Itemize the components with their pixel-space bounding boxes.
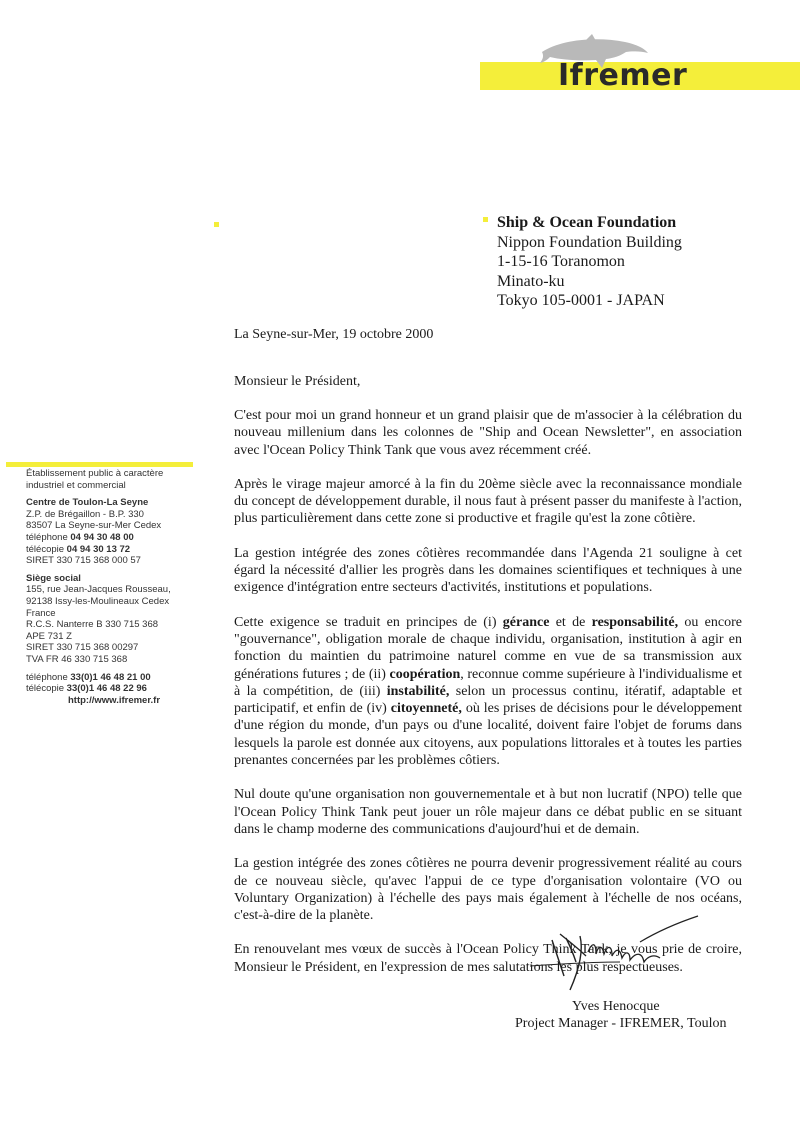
centre-heading: Centre de Toulon-La Seyne xyxy=(26,497,149,509)
body-paragraph xyxy=(234,545,742,597)
phone-label: téléphone xyxy=(26,671,68,683)
recipient-line: Minato-ku xyxy=(497,272,565,290)
ifremer-logo xyxy=(480,34,800,104)
text-run: où les prises de décisions pour le développement d'une région du monde, d'un pays ou d'une localité, doivent faire l'objet de forums dans lesquels la parole est donnée aux citoyens, aux populations littorales et à toutes les parties prenantes concernées par les problèmes côtiers. xyxy=(234,701,742,769)
handwritten-signature xyxy=(530,912,700,992)
signer-title: Project Manager - IFREMER, Toulon xyxy=(515,1016,727,1031)
recipient-address xyxy=(497,213,682,311)
signer-name: Yves Henocque xyxy=(572,999,660,1014)
body-paragraph xyxy=(234,614,742,770)
sidebar-line: APE 731 Z xyxy=(26,630,72,642)
contact-fax xyxy=(26,683,196,695)
sidebar-line: R.C.S. Nanterre B 330 715 368 xyxy=(26,619,159,631)
siege-heading: Siège social xyxy=(26,572,81,584)
body-paragraph xyxy=(234,476,742,528)
sidebar-line: industriel et commercial xyxy=(26,479,126,491)
recipient-name: Ship & Ocean Foundation xyxy=(497,214,677,231)
sidebar-contact xyxy=(26,672,196,707)
body-paragraph xyxy=(234,407,742,459)
recipient-line: 1-15-16 Toranomon xyxy=(497,253,625,270)
centre-phone xyxy=(26,532,196,544)
bold-term: coopération xyxy=(389,666,461,682)
bold-term: instabilité, xyxy=(386,683,450,699)
sidebar-line: 83507 La Seyne-sur-Mer Cedex xyxy=(26,520,162,532)
letter-body xyxy=(234,407,742,993)
sender-sidebar xyxy=(26,468,196,712)
sidebar-line: Établissement public à caractère xyxy=(26,468,164,479)
sidebar-line: 155, rue Jean-Jacques Rousseau, xyxy=(26,584,171,596)
sidebar-centre xyxy=(26,497,196,567)
logo-text: Ifremer xyxy=(558,58,688,93)
text-run: C'est pour moi un grand honneur et un grand plaisir que de m'associer à la célébration du nouveau millenium dans les colonnes de "Ship and Ocean Newsletter", en association avec l'Ocean Policy Think Tank que vous avez récemment créé. xyxy=(234,408,742,458)
bold-term: citoyenneté, xyxy=(390,701,462,717)
body-paragraph xyxy=(234,786,742,838)
letter-date: La Seyne-sur-Mer, 19 octobre 2000 xyxy=(234,327,434,342)
phone-label: téléphone xyxy=(26,531,68,543)
text-run: En renouvelant mes vœux de succès à l'Ocean Policy Think Tank, je vous prie de croire, Monsieur le Président, en l'expression de mes salutations les plus respectueuses. xyxy=(234,942,742,975)
sidebar-yellow-band xyxy=(6,462,193,467)
bold-term: responsabilité, xyxy=(591,614,679,630)
sidebar-line: 92138 Issy-les-Moulineaux Cedex xyxy=(26,595,170,607)
sidebar-siege xyxy=(26,573,196,666)
phone-number: 04 94 30 48 00 xyxy=(70,531,134,543)
recipient-bullet xyxy=(483,217,488,222)
decorative-bullet xyxy=(214,222,219,227)
text-run: et de xyxy=(549,614,592,630)
text-run: Après le virage majeur amorcé à la fin du 20ème siècle avec la reconnaissance mondiale du concept de développement durable, il nous faut à présent passer du manifeste à l'action, plus particulièrement dans cette zone si productive et fragile qu'est la zone côtière. xyxy=(234,476,742,527)
salutation: Monsieur le Président, xyxy=(234,374,361,389)
contact-phone xyxy=(26,672,196,684)
phone-number: 33(0)1 46 48 21 00 xyxy=(70,671,151,683)
sidebar-line: SIRET 330 715 368 00297 xyxy=(26,642,139,654)
sidebar-line: TVA FR 46 330 715 368 xyxy=(26,653,128,665)
text-run: La gestion intégrée des zones côtières recommandée dans l'Agenda 21 souligne à cet égard la nécessité d'allier les progrès dans les domaines scientifiques et techniques à une exigence d'intégration entre secteurs d'activités, institutions et populations. xyxy=(234,545,742,596)
sidebar-line: Z.P. de Brégaillon - B.P. 330 xyxy=(26,508,144,520)
text-run: , reconnue comme supérieure à l'individualisme et à la compétition, de (iii) xyxy=(234,666,742,699)
text-run: Cette exigence se traduit en principes de (i) xyxy=(234,614,503,630)
sidebar-line: France xyxy=(26,607,56,619)
sidebar-intro xyxy=(26,468,196,491)
bold-term: gérance xyxy=(502,614,550,630)
text-run: ou encore "gouvernance", obligation morale de chaque individu, organisation, institution à agir en fonction du maintien du patrimoine naturel comme en vue de sa transmission aux générations futures ; de (ii) xyxy=(234,614,742,682)
centre-fax xyxy=(26,544,196,556)
text-run: La gestion intégrée des zones côtières ne pourra devenir progressivement réalité au cours de ce nouveau siècle, qu'avec l'appui de ce type d'organisation volontaire (VO ou Voluntary Organization) à l'échelle des pays mais également à l'échelle de nos océans, c'est-à-dire de la planète. xyxy=(234,856,742,924)
fax-label: télécopie xyxy=(26,543,65,555)
recipient-line: Nippon Foundation Building xyxy=(497,233,682,251)
website-link[interactable]: http://www.ifremer.fr xyxy=(68,694,161,706)
fax-number: 33(0)1 46 48 22 96 xyxy=(66,683,147,695)
recipient-line: Tokyo 105-0001 - JAPAN xyxy=(497,292,665,309)
centre-siret: SIRET 330 715 368 000 57 xyxy=(26,555,141,567)
fax-number: 04 94 30 13 72 xyxy=(66,543,131,555)
text-run: selon un processus continu, itératif, adaptable et participatif, et enfin de (iv) xyxy=(234,683,742,717)
text-run: Nul doute qu'une organisation non gouvernementale et à but non lucratif (NPO) telle que l'Ocean Policy Think Tank peut jouer un rôle majeur dans ce débat public en se situant dans le champ moderne des communications d'aujourd'hui et de demain. xyxy=(234,787,742,837)
fax-label: télécopie xyxy=(26,683,65,695)
